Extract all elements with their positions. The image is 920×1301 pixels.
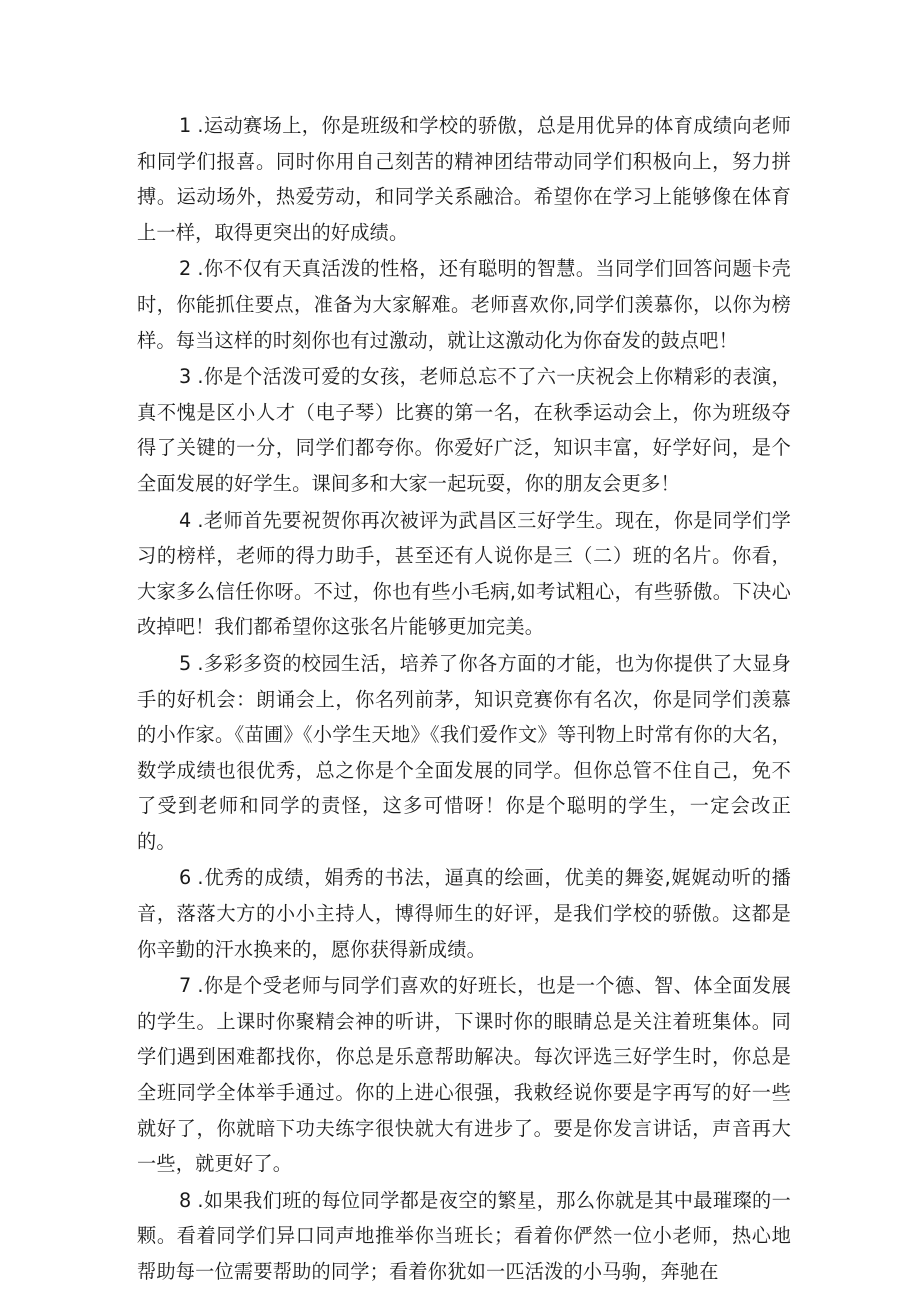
paragraph-number: 8 — [179, 1188, 192, 1212]
paragraph-number: 6 — [179, 866, 192, 890]
paragraph-6 — [137, 860, 791, 967]
paragraph-text: .优秀的成绩，娟秀的书法，逼真的绘画，优美的舞姿,娓娓动听的播音，落落大方的小小主持人，博得师生的好评，是我们学校的骄傲。这都是你辛勤的汗水换来的，愿你获得新成绩。 — [137, 866, 791, 961]
paragraph-text: .你是个受老师与同学们喜欢的好班长，也是一个德、智、体全面发展的学生。上课时你聚精会神的听讲，下课时你的眼睛总是关注着班集体。同学们遇到困难都找你，你总是乐意帮助解决。每次评选三好学生时，你总是全班同学全体举手通过。你的上进心很强，我敕经说你要是字再写的好一些就好了，你就暗下功夫练字很快就大有进步了。要是你发言讲话，声音再大一些，就更好了。 — [137, 974, 791, 1176]
paragraph-4 — [137, 503, 791, 645]
document-body — [137, 108, 791, 1290]
paragraph-number: 5 — [179, 651, 192, 675]
paragraph-number: 7 — [179, 974, 192, 998]
paragraph-3 — [137, 359, 791, 501]
paragraph-text: .老师首先要祝贺你再次被评为武昌区三好学生。现在，你是同学们学习的榜样，老师的得力助手，甚至还有人说你是三（二）班的名片。你看，大家多么信任你呀。不过，你也有些小毛病,如考试粗心，有些骄傲。下决心改掉吧！我们都希望你这张名片能够更加完美。 — [137, 508, 791, 639]
paragraph-number: 1 — [179, 114, 192, 137]
paragraph-number: 2 — [179, 257, 192, 281]
paragraph-text: .运动赛场上，你是班级和学校的骄傲，总是用优异的体育成绩向老师和同学们报喜。同时你用自己刻苦的精神团结带动同学们积极向上，努力拼搏。运动场外，热爱劳动，和同学关系融洽。希望你在学习上能够像在体育上一样，取得更突出的好成绩。 — [137, 114, 791, 244]
paragraph-5 — [137, 646, 791, 860]
paragraph-number: 4 — [179, 508, 192, 532]
paragraph-2 — [137, 251, 791, 358]
paragraph-text: .你不仅有天真活泼的性格，还有聪明的智慧。当同学们回答问题卡壳时，你能抓住要点，准备为大家解难。老师喜欢你,同学们羡慕你，以你为榜样。每当这样的时刻你也有过激动，就让这激动化为你奋发的鼓点吧！ — [137, 257, 791, 352]
paragraph-text: .如果我们班的每位同学都是夜空的繁星，那么你就是其中最璀璨的一颗。看着同学们异口同声地推举你当班长；看着你俨然一位小老师，热心地帮助每一位需要帮助的同学；看着你犹如一匹活泼的小马驹，奔驰在 — [137, 1188, 791, 1283]
paragraph-7 — [137, 968, 791, 1182]
paragraph-text: .多彩多资的校园生活，培养了你各方面的才能，也为你提供了大显身手的好机会：朗诵会上，你名列前茅，知识竞赛你有名次，你是同学们羡慕的小作家。《苗圃》《小学生天地》《我们爱作文》等刊物上时常有你的大名，数学成绩也很优秀，总之你是个全面发展的同学。但你总管不住自己，免不了受到老师和同学的责怪，这多可惜呀！你是个聪明的学生，一定会改正的。 — [137, 651, 791, 853]
paragraph-number: 3 — [179, 365, 192, 389]
paragraph-1 — [137, 108, 791, 250]
paragraph-text: .你是个活泼可爱的女孩，老师总忘不了六一庆祝会上你精彩的表演，真不愧是区小人才（电子琴）比赛的第一名，在秋季运动会上，你为班级夺得了关键的一分，同学们都夸你。你爱好广泛，知识丰富，好学好问，是个全面发展的好学生。课间多和大家一起玩耍，你的朋友会更多！ — [137, 365, 791, 495]
paragraph-8 — [137, 1183, 791, 1290]
